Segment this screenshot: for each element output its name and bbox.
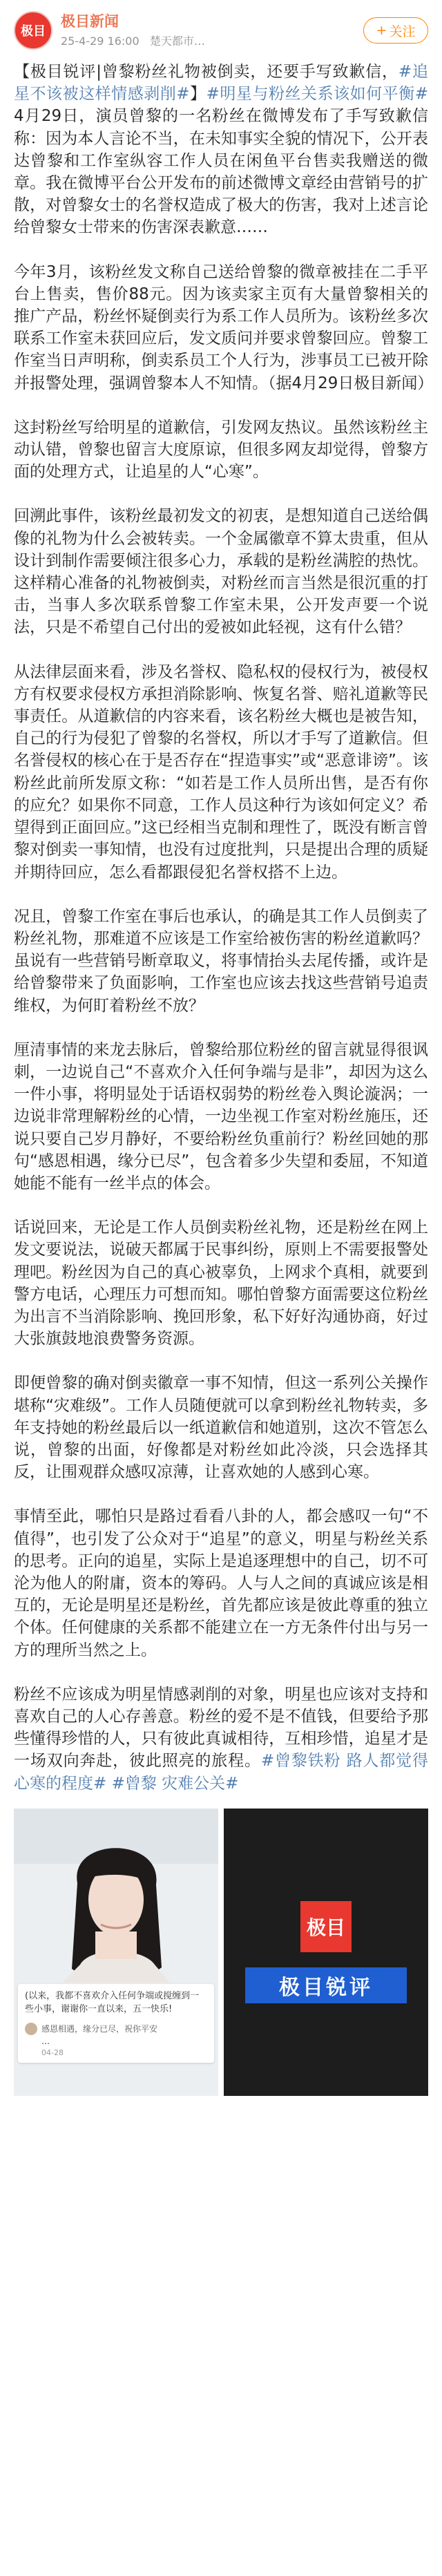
comment-date: 04-28 [41,2048,64,2057]
paragraph-text: 粉丝不应该成为明星情感剥削的对象，明星也应该对支持和喜欢自己的人心存善意。粉丝的爱不是不值钱，但要给予那些懂得珍惜的人，只有彼此真诚相待，互相珍惜，追星才是一场双向奔赴，彼此照亮的旅程。 [14,1685,428,1771]
paragraph-text: 今年3月，该粉丝发文称自己送给曾黎的微章被挂在二手平台上售卖，售价88元。因为该卖家主页有大量曾黎相关的推广产品，粉丝怀疑倒卖行为系工作人员所为。该粉丝多次联系工作室未获回应后，发文质问并要求曾黎回应。曾黎工作室当日声明称，倒卖系员工个人行为，涉事员工已被开除并报警处理，强调曾黎本人不知情。（据4月29日极目新闻） [14,263,434,392]
paragraph-text: 回溯此事件，该粉丝最初发文的初衷，是想知道自己送给偶像的礼物为什么会被转卖。一个金属徽章不算太贵重，但从设计到制作需要倾注很多心力，承载的是粉丝满腔的热忱。这样精心准备的礼物被倒卖，对粉丝而言当然是很沉重的打击，当事人多次联系曾黎工作室未果，公开发声要一个说法，只是不希望自己付出的爱被如此轻视，这有什么错？ [14,507,428,637]
author-meta [61,12,363,48]
post-paragraph [14,1683,428,1795]
commenter-text: 感恩相遇，缘分已尽，祝你平安 [41,2024,158,2034]
photo-thumbnail[interactable] [14,1809,218,2096]
post-paragraph [14,61,428,239]
post-paragraph [14,505,428,638]
paragraph-text: 这封粉丝写给明星的道歉信，引发网友热议。虽然该粉丝主动认错，曾黎也留言大度原谅，但很多网友却觉得，曾黎方面的处理方式，让追星的人“心寒”。 [14,418,428,481]
paragraph-text: 事情至此，哪怕只是路过看看八卦的人，都会感叹一句“不值得”，也引发了公众对于“追星”的意义，明星与粉丝关系的思考。正向的追星，实际上是追逐理想中的自己，切不可沦为他人的附庸，资本的筹码。人与人之间的真诚应该是相互的，无论是明星还是粉丝，首先都应该是彼此尊重的独立个体。任何健康的关系都不能建立在一方无条件付出与另一方的理所当然之上。 [14,1507,428,1659]
comment-overlay [18,1984,214,2063]
post-paragraph [14,661,428,884]
commenter-avatar [25,2023,37,2035]
post-text [14,61,434,1795]
author-avatar[interactable]: 极目 [14,11,52,50]
paragraph-text: 厘清事情的来龙去脉后，曾黎给那位粉丝的留言就显得很讽刺，一边说自己“不喜欢介入任何争端与是非”，却因为这么一件小事，将明显处于话语权弱势的粉丝卷入舆论漩涡；一边说非常理解粉丝的心情，一边坐视工作室对粉丝施压，还说只要自己岁月静好，不要给粉丝负重前行？粉丝回她的那句“感恩相遇，缘分已尽”，包含着多少失望和委屈，不知道她能不能有一丝半点的体会。 [14,1040,428,1192]
post-paragraph [14,1039,428,1194]
post-paragraph [14,1372,428,1483]
post-paragraph [14,261,434,394]
column-title: 极目锐评 [245,1967,407,2003]
post-source: 楚天都市… [149,35,205,48]
paragraph-text: 即便曾黎的确对倒卖徽章一事不知情，但这一系列公关操作堪称“灾难级”。工作人员随便就可以拿到粉丝礼物转卖，多年支持她的粉丝最后以一纸道歉信和她道别，这次不管怎么说，曾黎的出面，好像都是对粉丝如此冷淡，只会选择其反，让围观群众感叹凉薄，让喜欢她的人感到心寒。 [14,1374,428,1482]
paragraph-text: 】 [189,85,206,104]
follow-label: 关注 [389,23,416,39]
paragraph-text [106,1775,111,1793]
hashtag-link[interactable]: #明星与粉丝关系该如何平衡# [206,85,429,104]
post-paragraph [14,1505,428,1661]
post-paragraph [14,1217,428,1350]
paragraph-text: 4月29日，演员曾黎的一名粉丝在微博发布了手写致歉信称：因为本人言论不当，在未知事实全貌的情况下，公开表达曾黎和工作室纵容工作人员在闲鱼平台售卖我赠送的微章。我在微博平台公开发布的前述微博文章经由营销号的扩散，对曾黎女士的名誉权造成了极大的伤害，我对上述言论给曾黎女士带来的伤害深表歉意…… [14,107,428,237]
paragraph-text: 从法律层面来看，涉及名誉权、隐私权的侵权行为，被侵权方有权要求侵权方承担消除影响、恢复名誉、赔礼道歉等民事责任。从道歉信的内容来看，该名粉丝大概也是被告知，自己的行为侵犯了曾黎的名誉权，所以才手写了道歉信。但名誉侵权的核心在于是否存在“捏造事实”或“恶意诽谤”。该粉丝此前所发原文称：“如若是工作人员所出售，是否有你的应允？如果你不同意，工作人员这种行为该如何定义？希望得到正面回应。”这已经相当克制和理性了，既没有断言曾黎对倒卖一事知情，也没有过度批判，只是提出合理的质疑并期待回应，怎么看都跟侵犯名誉权搭不上边。 [14,662,428,881]
media-grid [14,1809,428,2096]
post-paragraph [14,906,428,1017]
post-paragraph [14,417,428,484]
follow-button[interactable] [363,17,428,44]
column-card-image[interactable] [224,1809,428,2096]
comment-text: (以来，我都不喜欢介入任何争端或搅缠到一些小事，谢谢你一直以来，五一快乐! [25,1990,200,2014]
plus-icon: + [376,23,387,38]
hashtag-link[interactable]: #曾黎 灾难公关# [111,1774,239,1793]
post-time: 25-4-29 16:00 [61,35,140,48]
post-header [0,0,442,61]
hashtag-link[interactable]: #曾黎铁粉 路人都觉得心寒的程度# [14,1752,428,1793]
paragraph-text: 话说回来，无论是工作人员倒卖粉丝礼物，还是粉丝在网上发文要说法，说破天都属于民事纠纷，原则上不需要报警处理吧。粉丝因为自己的真心被辜负，上网求个真相，就要到警方电话，心理压力可想而知。哪怕曾黎方面需要这位粉丝为出言不当消除影响、挽回形象，私下好好沟通协商，好过大张旗鼓地浪费警务资源。 [14,1219,428,1348]
comment-reply: … [41,2036,50,2046]
paragraph-text: 况且，曾黎工作室在事后也承认，的确是其工作人员倒卖了粉丝礼物，那难道不应该是工作室给被伤害的粉丝道歉吗？虽说有一些营销号断章取义，将事情抬头去尾传播，或许是给曾黎带来了负面影响，工作室也应该去找这些营销号追责维权，为何盯着粉丝不放？ [14,907,428,1015]
jimu-logo: 极目 [300,1901,352,1952]
hashtag-link[interactable]: #追星不该被这样情感剥削# [14,63,429,104]
post-body [0,61,442,2096]
author-name[interactable]: 极目新闻 [61,13,119,30]
post-meta-line [61,35,363,48]
paragraph-text: 【极目锐评|曾黎粉丝礼物被倒卖，还要手写致歉信， [14,63,398,81]
